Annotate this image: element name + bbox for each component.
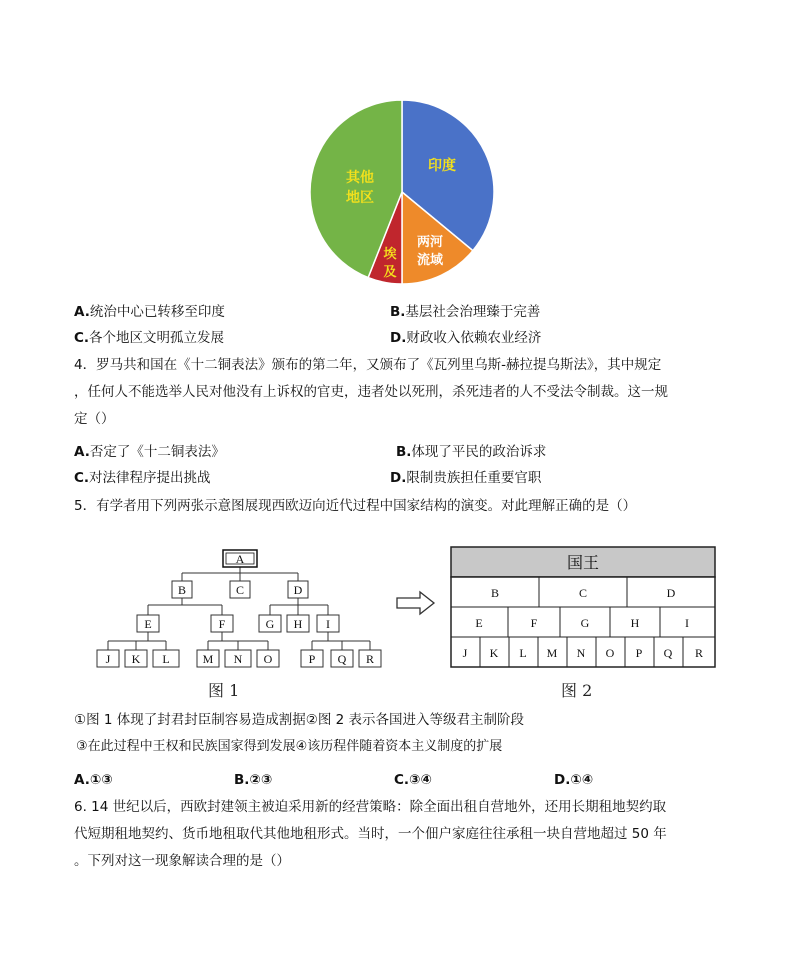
fig2-cell-d: D bbox=[666, 586, 676, 600]
option-letter: D. bbox=[390, 330, 407, 346]
fig1-node-c: C bbox=[235, 583, 245, 597]
option-text: 否定了《十二铜表法》 bbox=[89, 444, 225, 460]
q5-option-c[interactable] bbox=[394, 771, 432, 789]
figure-1-caption: 图 1 bbox=[208, 681, 240, 700]
q4-option-b[interactable] bbox=[396, 443, 546, 461]
fig2-cell-l: L bbox=[519, 646, 527, 660]
option-letter: B. bbox=[396, 444, 412, 460]
option-letter: A. bbox=[74, 444, 90, 460]
option-letter: D. bbox=[554, 772, 571, 788]
option-text: ③④ bbox=[409, 772, 432, 788]
q4-option-d[interactable] bbox=[390, 469, 541, 487]
figure-2-monarchy-table bbox=[450, 545, 718, 670]
fig2-header-king: 国王 bbox=[566, 553, 600, 572]
fig2-cell-p: P bbox=[635, 646, 643, 660]
option-text: 财政收入依赖农业经济 bbox=[406, 330, 542, 346]
fig2-cell-h: H bbox=[630, 616, 640, 630]
q5-stem: 5．有学者用下列两张示意图展现西欧迈向近代过程中国家结构的演变。对此理解正确的是（） bbox=[74, 498, 637, 514]
fig2-cell-q: Q bbox=[663, 646, 673, 660]
q6-stem-line1: 6. 14 世纪以后，西欧封建领主被迫采用新的经营策略：除全面出租自营地外，还用长期租地契约取 bbox=[74, 799, 667, 815]
option-text: 统治中心已转移至印度 bbox=[89, 304, 225, 320]
q3-option-b[interactable] bbox=[390, 303, 540, 321]
option-letter: C. bbox=[74, 470, 90, 486]
fig2-cell-j: J bbox=[462, 646, 468, 660]
q4-stem-line1: 4．罗马共和国在《十二铜表法》颁布的第二年，又颁布了《瓦列里乌斯-赫拉提乌斯法》，其中规定 bbox=[74, 357, 662, 373]
option-text: 体现了平民的政治诉求 bbox=[411, 444, 547, 460]
q6-stem-line2: 代短期租地契约、货币地租取代其他地租形式。当时，一个佃户家庭往往承租一块自营地超过 50 年 bbox=[74, 826, 667, 842]
option-letter: A. bbox=[74, 772, 90, 788]
pie-label-other-2: 地区 bbox=[346, 190, 374, 206]
pie-label-other-1: 其他 bbox=[346, 170, 374, 186]
figure-1-hierarchy-tree bbox=[90, 545, 390, 670]
fig1-node-a: A bbox=[235, 552, 245, 566]
pie-label-twin-2: 流域 bbox=[416, 253, 444, 268]
q5-statement-line1: ①图 1 体现了封君封臣制容易造成割据②图 2 表示各国进入等级君主制阶段 bbox=[74, 712, 525, 728]
fig2-cell-m: M bbox=[546, 646, 558, 660]
option-text: 限制贵族担任重要官职 bbox=[406, 470, 542, 486]
fig1-node-g: G bbox=[265, 617, 275, 631]
option-letter: D. bbox=[390, 470, 407, 486]
q4-option-a[interactable] bbox=[74, 443, 225, 461]
fig1-node-l: L bbox=[162, 652, 170, 666]
fig2-cell-e: E bbox=[475, 616, 483, 630]
option-letter: A. bbox=[74, 304, 90, 320]
fig1-node-j: J bbox=[105, 652, 111, 666]
fig1-node-q: Q bbox=[337, 652, 347, 666]
fig1-node-i: I bbox=[326, 617, 330, 631]
q3-option-a[interactable] bbox=[74, 303, 225, 321]
pie-label-egypt-2: 及 bbox=[383, 265, 397, 280]
fig1-node-b: B bbox=[177, 583, 187, 597]
pie-label-twin-1: 两河 bbox=[416, 235, 444, 250]
figure-2-caption: 图 2 bbox=[561, 681, 593, 700]
fig1-node-f: F bbox=[218, 617, 226, 631]
fig2-cell-o: O bbox=[605, 646, 615, 660]
fig1-node-d: D bbox=[293, 583, 303, 597]
pie-label-egypt-1: 埃 bbox=[383, 247, 397, 262]
fig1-node-n: N bbox=[233, 652, 243, 666]
option-letter: B. bbox=[234, 772, 250, 788]
q3-option-c[interactable] bbox=[74, 329, 224, 347]
q3-option-d[interactable] bbox=[390, 329, 541, 347]
option-letter: C. bbox=[74, 330, 90, 346]
fig2-cell-f: F bbox=[530, 616, 538, 630]
fig2-cell-n: N bbox=[576, 646, 586, 660]
option-text: 基层社会治理臻于完善 bbox=[405, 304, 541, 320]
fig2-cell-r: R bbox=[694, 646, 704, 660]
fig1-node-o: O bbox=[263, 652, 273, 666]
option-text: ①④ bbox=[570, 772, 594, 788]
option-text: ②③ bbox=[249, 772, 273, 788]
right-arrow-icon bbox=[396, 590, 436, 616]
fig1-node-h: H bbox=[293, 617, 303, 631]
fig1-node-e: E bbox=[144, 617, 152, 631]
option-text: 对法律程序提出挑战 bbox=[89, 470, 211, 486]
q4-stem-line3: 定（） bbox=[74, 411, 115, 427]
fig1-node-m: M bbox=[202, 652, 214, 666]
option-letter: B. bbox=[390, 304, 406, 320]
region-pie-chart bbox=[308, 98, 496, 286]
q4-stem-line2: ，任何人不能选举人民对他没有上诉权的官吏，违者处以死刑，杀死违者的人不受法令制裁。这一规 bbox=[74, 384, 668, 400]
fig1-node-p: P bbox=[308, 652, 316, 666]
option-letter: C. bbox=[394, 772, 410, 788]
q5-option-d[interactable] bbox=[554, 771, 593, 789]
fig2-cell-i: I bbox=[685, 616, 689, 630]
option-text: 各个地区文明孤立发展 bbox=[89, 330, 225, 346]
pie-label-india: 印度 bbox=[428, 158, 456, 174]
q5-option-a[interactable] bbox=[74, 771, 113, 789]
q4-option-c[interactable] bbox=[74, 469, 211, 487]
fig1-node-r: R bbox=[365, 652, 375, 666]
option-text: ①③ bbox=[89, 772, 113, 788]
fig1-node-k: K bbox=[131, 652, 141, 666]
fig2-cell-c: C bbox=[578, 586, 588, 600]
fig2-cell-k: K bbox=[489, 646, 499, 660]
q5-statement-line2: ③在此过程中王权和民族国家得到发展④该历程伴随着资本主义制度的扩展 bbox=[76, 739, 503, 754]
fig2-cell-g: G bbox=[580, 616, 590, 630]
q6-stem-line3: 。下列对这一现象解读合理的是（） bbox=[74, 853, 290, 869]
q5-option-b[interactable] bbox=[234, 771, 272, 789]
fig2-cell-b: B bbox=[490, 586, 500, 600]
